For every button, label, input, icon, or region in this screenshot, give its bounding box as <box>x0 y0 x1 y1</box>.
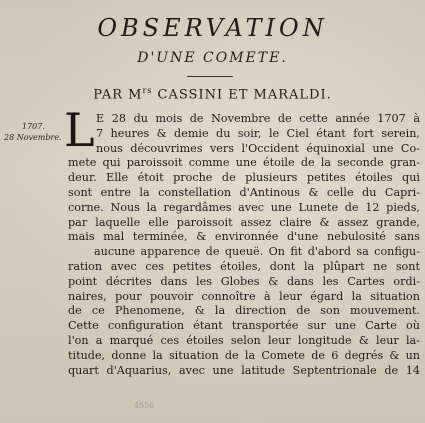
text-line: deur. Elle étoit proche de plusieurs petites étoiles qui <box>68 171 420 185</box>
text-line: de ce Phenomene, & la direction de son mouvement. <box>68 304 420 318</box>
text-line: nous découvrimes vers l'Occident équinoxial une Co- <box>96 141 420 155</box>
text-line: l'on a marqué ces étoiles selon leur longitude & leur la- <box>68 333 420 347</box>
text-line: E 28 du mois de Novembre de cette année 1707 à <box>96 112 420 125</box>
byline-authors: CASSINI ET MARALDI. <box>157 87 332 103</box>
text-line: naires, pour pouvoir connoître à leur égard la situation <box>68 289 420 303</box>
text-line: Cette configuration étant transportée sur une Carte où <box>68 319 420 333</box>
text-line: mete qui paroissoit comme une étoile de la seconde gran- <box>68 156 420 170</box>
margin-year: 1707. <box>22 122 45 131</box>
title-rule <box>187 76 233 77</box>
text-line: quart d'Aquarius, avec une latitude Septentrionale de 14 <box>68 363 420 377</box>
text-line: mais mal terminée, & environnée d'une nebulosité sans <box>68 230 420 244</box>
byline-superscript: rs <box>142 86 153 95</box>
text-line: corne. Nous la regardâmes avec une Lunete de 12 pieds, <box>68 200 420 214</box>
text-line: aucune apparence de queuë. On fit d'abord sa configu- <box>94 245 420 259</box>
text-line: sont entre la constellation d'Antinous & celle du Capri- <box>68 185 420 199</box>
author-byline <box>0 86 425 102</box>
text-line: point décrites dans les Globes & dans les Cartes ordi- <box>68 274 420 288</box>
byline-prefix: PAR M <box>93 87 143 103</box>
margin-date-note <box>4 121 64 143</box>
drop-cap: L <box>64 103 95 157</box>
margin-date: 28 Novembre. <box>4 133 62 142</box>
text-line: ration avec ces petites étoiles, dont la plûpart ne sont <box>68 259 420 273</box>
page-title: OBSERVATION <box>97 14 328 42</box>
page-subtitle: D'UNE COMETE. <box>137 50 288 66</box>
text-line: par laquelle elle paroissoit assez claire & assez grande, <box>68 215 420 229</box>
library-stamp: 4556 <box>133 401 155 410</box>
text-line: titude, donne la situation de la Comete de 6 degrés & un <box>68 348 420 362</box>
text-line: 7 heures & demie du soir, le Ciel étant fort serein, <box>96 126 420 140</box>
body-text <box>68 112 420 378</box>
